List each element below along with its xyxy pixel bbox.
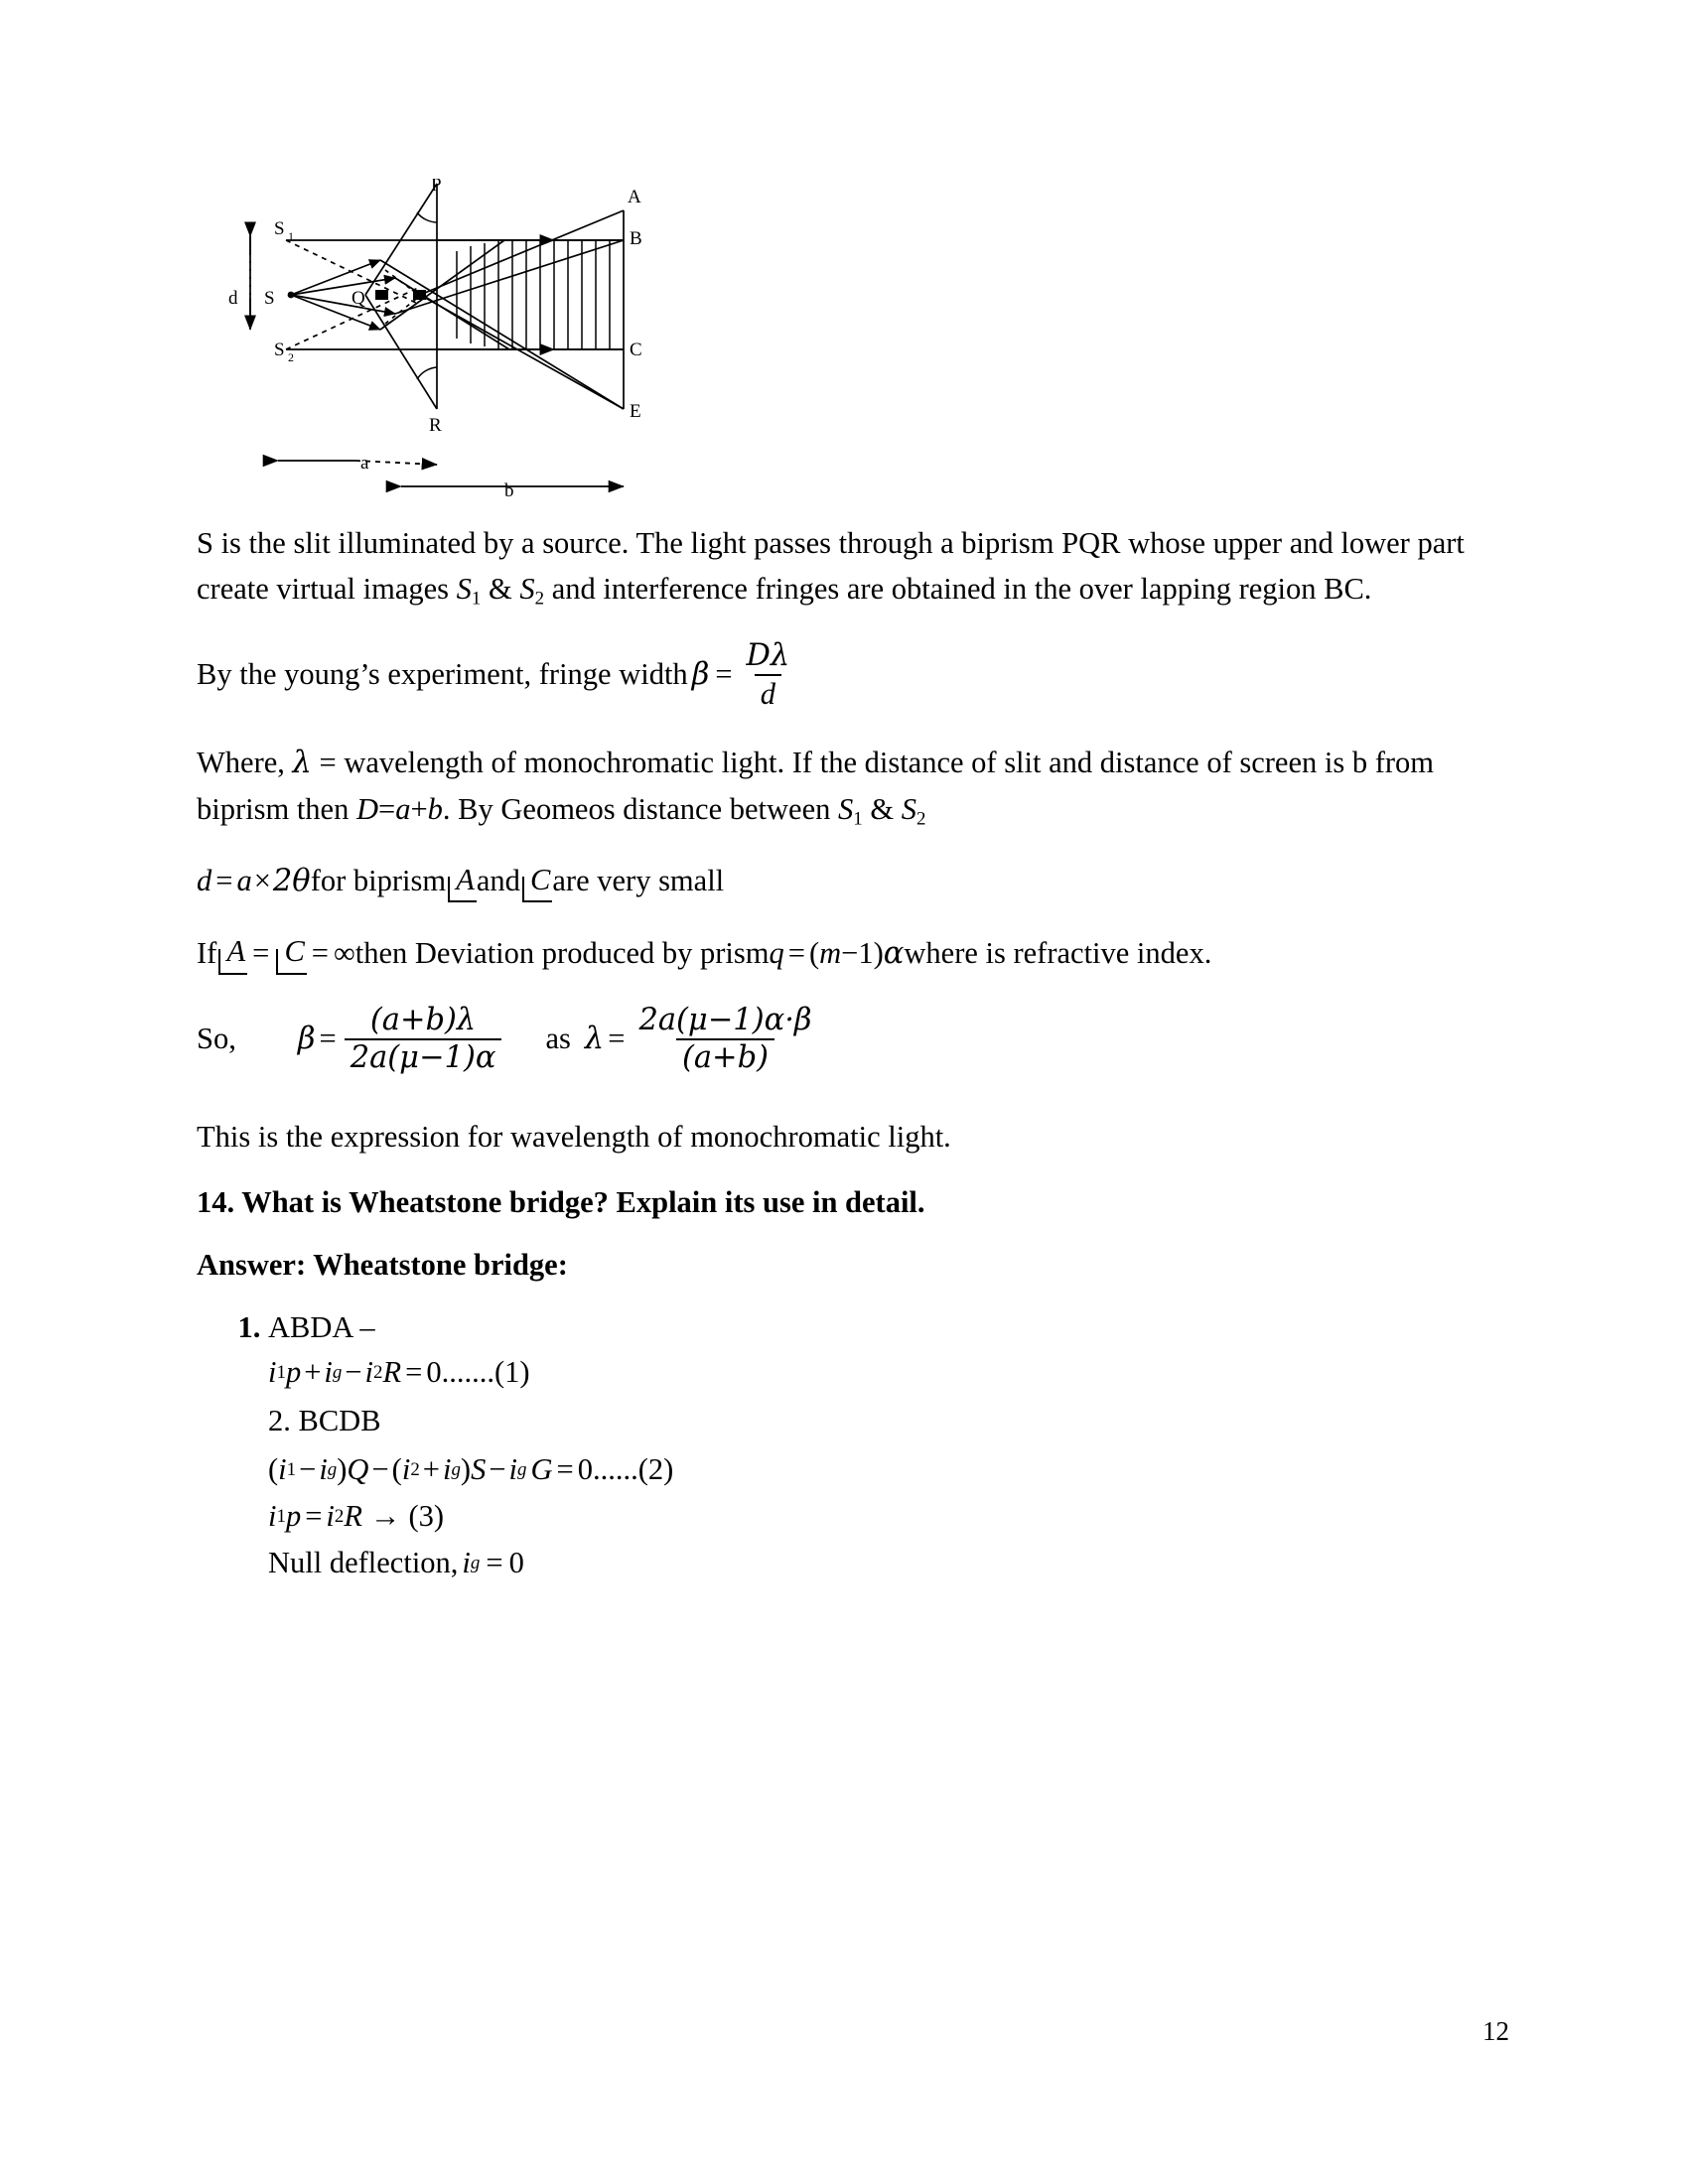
lambda-numerator: 2a(μ−1)α·β (638, 1002, 812, 1037)
eq1-equals: = (405, 1355, 423, 1390)
para1-s2: S (519, 572, 535, 607)
if-m: m (819, 935, 842, 970)
beta-fraction (345, 1002, 502, 1075)
so-as: as (545, 1022, 571, 1056)
deviation-equation-line (197, 932, 1477, 975)
paragraph-slit-description (197, 520, 1477, 614)
d-equation-line (197, 861, 1477, 903)
fringe-denominator: d (755, 674, 781, 710)
figure-label-s1: S (274, 218, 285, 239)
equation-1 (268, 1353, 1477, 1392)
if-one: 1 (858, 935, 874, 970)
beta-lambda-equations (197, 1002, 1477, 1075)
biprism-diagram-svg (207, 179, 822, 506)
eq1-ig: i (324, 1355, 333, 1390)
eq2-ig1-sub: g (327, 1458, 338, 1480)
figure-dim-a: a (360, 453, 369, 474)
if-A: A (226, 932, 247, 975)
eq1-tag: (1) (493, 1355, 530, 1390)
figure-label-s: S (264, 288, 275, 309)
eq2-dots: ...... (592, 1452, 638, 1487)
d-line-2theta: 2θ (272, 864, 311, 899)
eq1-i2-sub: 2 (373, 1361, 383, 1383)
page-content (197, 179, 1477, 1590)
eq1-zero: 0 (426, 1355, 442, 1390)
eq1-i1: i (268, 1355, 277, 1390)
eq1-ig-sub: g (332, 1361, 343, 1383)
fringe-lead: By the young’s experiment, fringe width (197, 656, 688, 691)
if-alpha: α (883, 935, 905, 971)
eq2-i1: i (278, 1452, 287, 1487)
eq2-tag: (2) (637, 1452, 674, 1487)
svg-text:1: 1 (288, 229, 294, 243)
so-eq: = (319, 1022, 337, 1056)
if-text: then Deviation produced by prism (354, 935, 770, 970)
d-line-eq: = (215, 864, 233, 898)
eq1-minus: − (345, 1355, 362, 1390)
null-i-sub: g (470, 1552, 481, 1573)
eq2-G: G (530, 1452, 553, 1487)
eq2-ig2: i (442, 1452, 452, 1487)
d-line-a: a (236, 864, 252, 898)
figure-label-s2: S (274, 340, 285, 360)
eq2-open1: ( (268, 1452, 279, 1487)
d-line-tail: are very small (552, 864, 725, 898)
svg-text:2: 2 (288, 350, 294, 364)
null-zero: 0 (508, 1546, 524, 1580)
list-item (268, 1310, 1477, 1582)
lambda-denominator: (a+b) (676, 1038, 774, 1074)
eq2-ig2-sub: g (451, 1458, 461, 1480)
if-q: q (769, 935, 784, 970)
d-line-times: × (253, 864, 271, 898)
eq3-p: p (285, 1499, 302, 1534)
eq2-open2: ( (391, 1452, 402, 1487)
angle-icon (520, 875, 529, 902)
where-s1: S (838, 792, 854, 827)
d-line-C: C (530, 861, 552, 903)
eq3-equals: = (305, 1499, 323, 1534)
fringe-beta: β (691, 656, 710, 692)
if-tail: where is refractive index. (904, 935, 1212, 970)
equation-2 (268, 1450, 1477, 1489)
fringe-width-equation (197, 637, 1477, 711)
figure-label-c: C (630, 340, 642, 360)
eq2-close2: ) (460, 1452, 472, 1487)
eq2-ig3-sub: g (517, 1458, 527, 1480)
if-minus: − (841, 935, 859, 970)
if-infinity: ∞ (334, 935, 355, 970)
eq2-equals: = (556, 1452, 574, 1487)
para1-text-b: and interference fringes are obtained in the over lapping region BC. (544, 572, 1372, 607)
if-open-paren: ( (808, 935, 820, 970)
eq1-R: R (382, 1355, 402, 1390)
so-lambda: λ (584, 1022, 605, 1057)
eq2-minus3: − (489, 1452, 506, 1487)
where-eq: = (378, 792, 396, 827)
angle-icon (274, 947, 283, 975)
eq1-i1-sub: 1 (276, 1361, 286, 1383)
angle-A-group-2 (216, 932, 247, 975)
para1-s1: S (456, 572, 472, 607)
where-plus: + (410, 792, 428, 827)
where-a: a (395, 792, 411, 827)
eq2-minus2: − (371, 1452, 389, 1487)
step2-label-line (268, 1402, 1477, 1440)
fringe-numerator: Dλ (746, 637, 790, 673)
if-eq1: = (252, 935, 270, 970)
eq1-plus: + (304, 1355, 322, 1390)
fringe-equals: = (715, 656, 733, 691)
null-label: Null deflection, (268, 1546, 459, 1580)
para1-s2-sub: 2 (534, 589, 545, 611)
angle-icon (446, 875, 455, 902)
paragraph-where-lambda (197, 740, 1477, 835)
eq1-p: p (285, 1355, 302, 1390)
where-D: D (355, 792, 378, 827)
figure-label-e: E (630, 401, 641, 422)
where-text: = wavelength of monochromatic light. If the distance of slit and distance of screen is b from biprism then (197, 745, 1434, 827)
d-line-text: for biprism (310, 864, 447, 898)
so-eq2: = (608, 1022, 626, 1056)
angle-icon (216, 947, 225, 975)
figure-label-p: P (431, 179, 442, 196)
lambda-fraction (633, 1002, 817, 1075)
fringe-fraction (741, 637, 796, 711)
where-lead: Where, (197, 745, 293, 779)
question-heading: 14. What is Wheatstone bridge? Explain its use in detail. (197, 1185, 925, 1220)
eq3-i2: i (326, 1499, 335, 1534)
null-equals: = (486, 1546, 503, 1580)
where-amp: & (862, 792, 902, 827)
where-s1-sub: 1 (853, 808, 863, 830)
equation-3 (268, 1497, 1477, 1536)
eq3-tag: (3) (408, 1499, 445, 1534)
figure-label-b: B (630, 228, 642, 249)
eq3-R: R (344, 1499, 362, 1534)
para1-text-a: S is the slit illuminated by a source. The light passes through a biprism PQR whose upper and lower part create virtual images (197, 526, 1465, 607)
where-s2: S (901, 792, 916, 827)
where-lambda: λ (292, 745, 312, 780)
eq3-i1: i (268, 1499, 277, 1534)
step1-label: ABDA – (268, 1310, 375, 1345)
biprism-figure (207, 179, 822, 506)
beta-denominator: 2a(μ−1)α (345, 1038, 502, 1074)
figure-dim-b: b (504, 480, 514, 501)
eq3-i1-sub: 1 (276, 1505, 286, 1527)
wheatstone-steps-list (197, 1310, 1477, 1582)
eq1-dots: ....... (441, 1355, 494, 1390)
where-tail: . By Geomeos distance between (442, 792, 838, 827)
eq2-Q: Q (347, 1452, 369, 1487)
para1-s1-sub: 1 (471, 589, 482, 611)
eq3-i2-sub: 2 (334, 1505, 345, 1527)
eq2-i2-sub: 2 (410, 1458, 420, 1480)
closing-sentence: This is the expression for wavelength of monochromatic light. (197, 1119, 951, 1154)
if-eq2: = (311, 935, 329, 970)
angle-C-group (520, 861, 552, 903)
null-i: i (462, 1546, 471, 1580)
para1-amp: & (481, 572, 520, 607)
eq2-i2: i (401, 1452, 411, 1487)
angle-A-group (446, 861, 477, 903)
figure-label-a: A (628, 187, 641, 207)
d-line-d: d (197, 864, 212, 898)
answer-heading: Answer: Wheatstone bridge: (197, 1248, 568, 1283)
beta-numerator: (a+b)λ (369, 1002, 477, 1037)
eq2-zero: 0 (577, 1452, 593, 1487)
where-s2-sub: 2 (915, 808, 926, 830)
figure-label-r: R (429, 415, 442, 436)
if-close-paren: ) (873, 935, 884, 970)
eq2-plus1: + (422, 1452, 440, 1487)
so-label: So, (197, 1022, 236, 1056)
so-beta: β (297, 1022, 316, 1057)
d-line-and: and (476, 864, 520, 898)
if-lead: If (197, 935, 217, 970)
figure-label-d: d (228, 288, 238, 309)
eq2-ig1: i (319, 1452, 328, 1487)
angle-C-group-2 (274, 932, 306, 975)
eq2-S: S (471, 1452, 487, 1487)
eq2-minus1: − (299, 1452, 317, 1487)
null-deflection-line (268, 1544, 1477, 1582)
figure-label-q: Q (352, 288, 365, 309)
eq2-close1: ) (337, 1452, 348, 1487)
eq1-i2: i (364, 1355, 374, 1390)
page-number: 12 (1482, 2016, 1509, 2046)
eq3-arrow: → (369, 1499, 401, 1534)
d-line-A: A (456, 861, 477, 903)
step2-label: 2. BCDB (268, 1404, 381, 1438)
eq2-i1-sub: 1 (286, 1458, 297, 1480)
eq2-ig3: i (508, 1452, 518, 1487)
if-C: C (284, 932, 306, 975)
if-eq3: = (787, 935, 805, 970)
where-b: b (427, 792, 443, 827)
